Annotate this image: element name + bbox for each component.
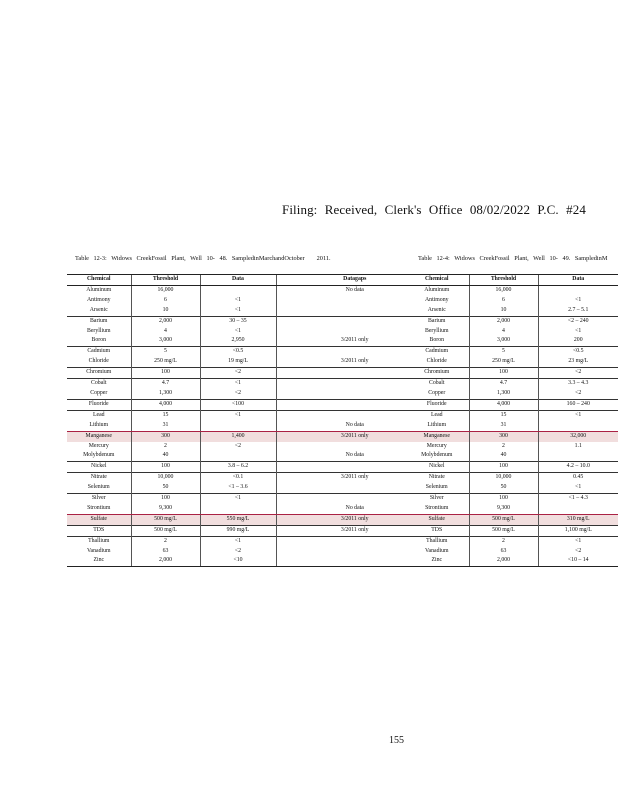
cell-threshold: 5 — [131, 347, 200, 357]
cell-gaps: No data — [276, 285, 433, 295]
cell-chemical: Thallium — [405, 536, 469, 546]
cell-chemical: Manganese — [405, 431, 469, 441]
cell-data — [538, 504, 618, 514]
cell-chemical: Strontium — [405, 504, 469, 514]
cell-data: 550 mg/L — [200, 514, 276, 525]
cell-chemical: Selenium — [425, 484, 448, 491]
cell-data: <1 — [200, 536, 276, 546]
cell-threshold: 300 — [131, 431, 200, 441]
table-row — [67, 410, 433, 420]
header-data: Data — [538, 275, 618, 286]
cell-gaps: 3/2011 only — [276, 525, 433, 536]
page-number: 155 — [389, 735, 404, 746]
table-row — [67, 514, 433, 525]
cell-chemical: Antimony — [86, 296, 111, 303]
cell-data: 23 mg/L — [538, 357, 618, 367]
cell-threshold: 100 — [469, 368, 538, 379]
cell-threshold: 100 — [131, 462, 200, 473]
cell-chemical: TDS — [67, 525, 131, 536]
cell-data: 1,100 mg/L — [538, 525, 618, 536]
table-row — [405, 442, 618, 452]
cell-threshold: 3,000 — [131, 336, 200, 346]
cell-threshold: 10 — [131, 306, 200, 316]
cell-chemical: Arsenic — [427, 306, 446, 313]
cell-threshold: 500 mg/L — [131, 514, 200, 525]
cell-threshold: 3,000 — [469, 336, 538, 346]
table-row — [67, 536, 433, 546]
cell-threshold: 40 — [469, 451, 538, 461]
table-row — [67, 389, 433, 399]
left-data-table — [67, 274, 433, 567]
table-row — [405, 379, 618, 389]
cell-data: <1 — [200, 410, 276, 420]
cell-data — [200, 421, 276, 431]
cell-data: <0.1 — [200, 473, 276, 483]
cell-chemical: Cobalt — [405, 379, 469, 389]
cell-threshold: 63 — [469, 547, 538, 557]
table-row — [67, 494, 433, 504]
table-row — [405, 462, 618, 473]
table-row — [405, 336, 618, 346]
cell-gaps: No data — [276, 504, 433, 514]
table-row — [67, 547, 433, 557]
table-row — [67, 327, 433, 337]
table-row — [67, 347, 433, 357]
cell-chemical: Vanadium — [424, 547, 449, 554]
table-row — [405, 410, 618, 420]
table-row — [67, 451, 433, 461]
left-caption-year: 2011. — [316, 255, 331, 262]
cell-data: 990 mg/L — [200, 525, 276, 536]
cell-chemical: Zinc — [405, 556, 469, 566]
table-row — [67, 336, 433, 346]
cell-gaps: 3/2011 only — [276, 357, 433, 367]
table-row — [67, 379, 433, 389]
header-chemical: Chemical — [67, 275, 131, 286]
cell-chemical: Zinc — [67, 556, 131, 566]
cell-threshold: 2 — [131, 536, 200, 546]
table-row — [405, 473, 618, 483]
cell-chemical: Aluminum — [67, 285, 131, 295]
cell-threshold: 500 mg/L — [469, 514, 538, 525]
cell-threshold: 4 — [469, 327, 538, 337]
cell-data: <1 – 4.3 — [538, 494, 618, 504]
cell-threshold: 2,000 — [131, 556, 200, 566]
cell-chemical: Lead — [405, 410, 469, 420]
table-row — [405, 536, 618, 546]
cell-threshold: 9,300 — [131, 504, 200, 514]
table-row — [67, 504, 433, 514]
cell-data: <1 — [538, 327, 618, 337]
cell-gaps: No data — [276, 421, 433, 431]
cell-data: <10 – 14 — [538, 556, 618, 566]
cell-data: <1 — [538, 296, 618, 306]
cell-threshold: 4.7 — [131, 379, 200, 389]
table-row — [67, 368, 433, 379]
cell-chemical: Chloride — [426, 358, 447, 365]
cell-data — [200, 285, 276, 295]
cell-chemical: Silver — [405, 494, 469, 504]
cell-chemical: Barium — [405, 316, 469, 326]
table-row — [405, 389, 618, 399]
left-table-caption — [75, 255, 365, 262]
cell-chemical: Lead — [67, 410, 131, 420]
cell-chemical: Cadmium — [405, 347, 469, 357]
cell-data: <1 — [538, 483, 618, 493]
table-row — [405, 547, 618, 557]
cell-chemical: Molybdenum — [421, 452, 453, 459]
cell-threshold: 100 — [469, 494, 538, 504]
cell-chemical: Fluoride — [67, 399, 131, 410]
cell-gaps: 3/2011 only — [276, 431, 433, 441]
cell-chemical: Barium — [67, 316, 131, 326]
cell-threshold: 10 — [469, 306, 538, 316]
table-row — [405, 494, 618, 504]
cell-threshold: 100 — [131, 494, 200, 504]
right-table-caption: Table 12-4: Widows CreekFossil Plant, Well 10- 49. SampledinM — [418, 255, 608, 262]
table-row — [405, 368, 618, 379]
cell-data: 32,000 — [538, 431, 618, 441]
cell-threshold: 250 mg/L — [469, 357, 538, 367]
cell-data: <1 — [538, 410, 618, 420]
table-row — [405, 556, 618, 566]
cell-chemical: Lithium — [67, 421, 131, 431]
cell-chemical: Arsenic — [89, 306, 108, 313]
table-row — [405, 296, 618, 306]
cell-threshold: 250 mg/L — [131, 357, 200, 367]
cell-data: 310 mg/L — [538, 514, 618, 525]
cell-gaps: 3/2011 only — [276, 336, 433, 346]
cell-threshold: 9,300 — [469, 504, 538, 514]
table-row — [405, 525, 618, 536]
cell-chemical: Silver — [67, 494, 131, 504]
cell-threshold: 2,000 — [131, 316, 200, 326]
cell-chemical: Sulfate — [405, 514, 469, 525]
cell-data: <2 — [200, 442, 276, 452]
cell-data — [538, 285, 618, 295]
cell-threshold: 500 mg/L — [131, 525, 200, 536]
cell-threshold: 10,000 — [131, 473, 200, 483]
table-row — [405, 316, 618, 326]
cell-chemical: Sulfate — [67, 514, 131, 525]
table-row — [67, 431, 433, 441]
cell-data: <1 — [200, 306, 276, 316]
cell-chemical: Antimony — [424, 296, 449, 303]
table-row — [67, 525, 433, 536]
cell-data — [538, 451, 618, 461]
table-header-row — [405, 275, 618, 286]
cell-data: <2 — [538, 547, 618, 557]
cell-data: <1 – 3.6 — [200, 483, 276, 493]
cell-chemical: Nitrate — [67, 473, 131, 483]
cell-data: 0.45 — [538, 473, 618, 483]
filing-stamp: Filing: Received, Clerk's Office 08/02/2022 P.C. #24 — [282, 202, 586, 217]
cell-threshold: 63 — [131, 547, 200, 557]
cell-chemical: TDS — [405, 525, 469, 536]
cell-chemical: Selenium — [87, 484, 110, 491]
cell-threshold: 100 — [131, 368, 200, 379]
header-datagaps: Datagaps — [276, 275, 433, 286]
cell-threshold: 50 — [469, 483, 538, 493]
table-row — [67, 296, 433, 306]
cell-chemical: Nickel — [67, 462, 131, 473]
cell-chemical: Chromium — [67, 368, 131, 379]
table-row — [405, 327, 618, 337]
cell-threshold: 31 — [469, 421, 538, 431]
table-row — [67, 483, 433, 493]
cell-data: <0.5 — [538, 347, 618, 357]
table-row — [67, 285, 433, 295]
cell-threshold: 6 — [469, 296, 538, 306]
cell-threshold: 31 — [131, 421, 200, 431]
cell-data: 4.2 – 10.0 — [538, 462, 618, 473]
table-row — [405, 483, 618, 493]
cell-data — [200, 451, 276, 461]
table-row — [67, 357, 433, 367]
cell-chemical: Copper — [428, 389, 446, 396]
cell-threshold: 4.7 — [469, 379, 538, 389]
cell-data: <2 — [538, 389, 618, 399]
cell-threshold: 2,000 — [469, 556, 538, 566]
cell-threshold: 1,300 — [469, 389, 538, 399]
cell-data: <2 — [200, 547, 276, 557]
table-header-row — [67, 275, 433, 286]
cell-chemical: Aluminum — [405, 285, 469, 295]
cell-chemical: Boron — [429, 337, 444, 344]
cell-data: <1 — [200, 494, 276, 504]
table-row — [405, 285, 618, 295]
cell-chemical: Chloride — [88, 358, 109, 365]
table-row — [67, 442, 433, 452]
cell-data: 2,950 — [200, 336, 276, 346]
table-row — [67, 421, 433, 431]
table-row — [405, 306, 618, 316]
cell-data: 200 — [538, 336, 618, 346]
cell-chemical: Thallium — [67, 536, 131, 546]
table-row — [67, 462, 433, 473]
cell-chemical: Strontium — [67, 504, 131, 514]
cell-chemical: Molybdenum — [83, 452, 115, 459]
right-data-table — [405, 274, 618, 567]
cell-chemical: Boron — [91, 337, 106, 344]
cell-chemical: Vanadium — [86, 547, 111, 554]
cell-chemical: Cobalt — [67, 379, 131, 389]
cell-chemical: Cadmium — [67, 347, 131, 357]
cell-threshold: 10,000 — [469, 473, 538, 483]
cell-chemical: Mercury — [88, 442, 109, 449]
cell-threshold: 2 — [469, 442, 538, 452]
cell-data — [200, 504, 276, 514]
cell-data: <1 — [538, 536, 618, 546]
cell-chemical: Fluoride — [405, 399, 469, 410]
cell-threshold: 100 — [469, 462, 538, 473]
cell-threshold: 1,300 — [131, 389, 200, 399]
cell-threshold: 5 — [469, 347, 538, 357]
table-row — [405, 504, 618, 514]
cell-data: <2 — [200, 368, 276, 379]
cell-threshold: 15 — [131, 410, 200, 420]
cell-threshold: 4,000 — [469, 399, 538, 410]
cell-data: 1.1 — [538, 442, 618, 452]
cell-data — [538, 421, 618, 431]
cell-data: <10 — [200, 556, 276, 566]
cell-data: 1,400 — [200, 431, 276, 441]
table-row — [405, 451, 618, 461]
table-row — [405, 421, 618, 431]
cell-data: <2 – 240 — [538, 316, 618, 326]
cell-data: 3.8 – 6.2 — [200, 462, 276, 473]
cell-chemical: Nitrate — [405, 473, 469, 483]
cell-threshold: 15 — [469, 410, 538, 420]
cell-data: <1 — [200, 379, 276, 389]
table-row — [67, 306, 433, 316]
cell-threshold: 2 — [131, 442, 200, 452]
cell-chemical: Lithium — [405, 421, 469, 431]
table-row — [67, 556, 433, 566]
cell-data: 30 – 35 — [200, 316, 276, 326]
cell-gaps: 3/2011 only — [276, 473, 433, 483]
table-row — [405, 347, 618, 357]
cell-chemical: Beryllium — [424, 327, 449, 334]
left-caption-text: Table 12-3: Widows CreekFossil Plant, Well 10- 48. SampledinMarchandOctober — [75, 255, 305, 262]
cell-data: <100 — [200, 399, 276, 410]
cell-threshold: 4,000 — [131, 399, 200, 410]
table-row — [405, 514, 618, 525]
header-threshold: Threshold — [469, 275, 538, 286]
cell-data: <1 — [200, 327, 276, 337]
table-row — [67, 316, 433, 326]
cell-data: 3.3 – 4.3 — [538, 379, 618, 389]
cell-threshold: 40 — [131, 451, 200, 461]
cell-data: <2 — [200, 389, 276, 399]
cell-threshold: 16,000 — [469, 285, 538, 295]
cell-data: <2 — [538, 368, 618, 379]
cell-data: 160 – 240 — [538, 399, 618, 410]
cell-data: 2.7 – 5.1 — [538, 306, 618, 316]
table-row — [405, 357, 618, 367]
header-data: Data — [200, 275, 276, 286]
cell-gaps: 3/2011 only — [276, 514, 433, 525]
cell-chemical: Chromium — [405, 368, 469, 379]
cell-threshold: 2 — [469, 536, 538, 546]
header-threshold: Threshold — [131, 275, 200, 286]
cell-data: 19 mg/L — [200, 357, 276, 367]
cell-data: <0.5 — [200, 347, 276, 357]
cell-threshold: 16,000 — [131, 285, 200, 295]
cell-threshold: 500 mg/L — [469, 525, 538, 536]
table-row — [67, 399, 433, 410]
cell-data: <1 — [200, 296, 276, 306]
table-row — [405, 431, 618, 441]
cell-chemical: Manganese — [67, 431, 131, 441]
table-row — [405, 399, 618, 410]
cell-threshold: 300 — [469, 431, 538, 441]
cell-threshold: 6 — [131, 296, 200, 306]
cell-threshold: 4 — [131, 327, 200, 337]
cell-chemical: Copper — [90, 389, 108, 396]
cell-threshold: 50 — [131, 483, 200, 493]
cell-chemical: Mercury — [426, 442, 447, 449]
cell-gaps: No data — [276, 451, 433, 461]
cell-threshold: 2,000 — [469, 316, 538, 326]
cell-chemical: Nickel — [405, 462, 469, 473]
table-row — [67, 473, 433, 483]
header-chemical: Chemical — [405, 275, 469, 286]
cell-chemical: Beryllium — [86, 327, 111, 334]
